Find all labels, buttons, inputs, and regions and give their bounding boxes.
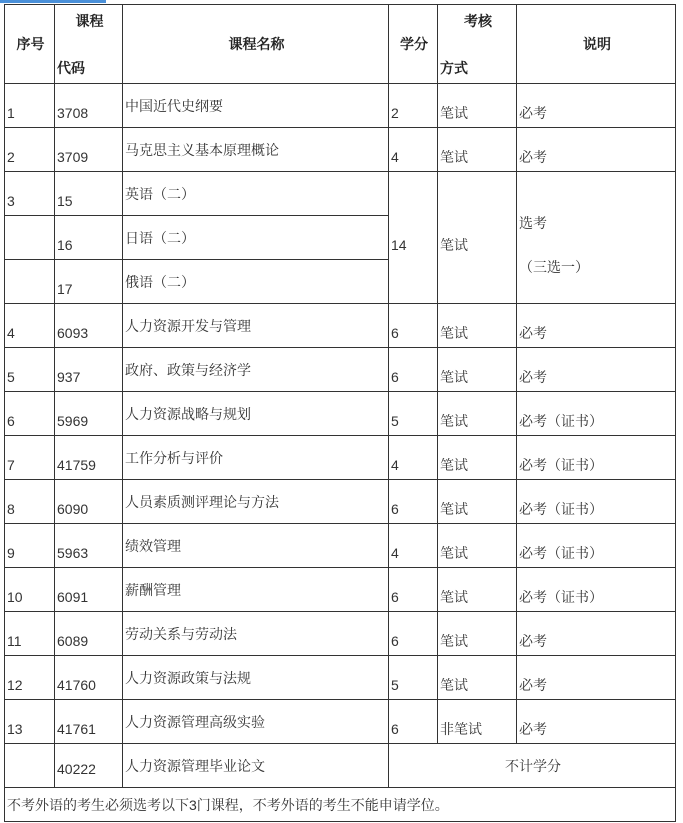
cell-index: 2 xyxy=(5,128,55,172)
cell-index: 11 xyxy=(5,612,55,656)
cell-exam-method: 笔试 xyxy=(438,128,517,172)
header-exam-method-line2: 方式 xyxy=(440,60,468,76)
footnote: 不考外语的考生必须选考以下3门课程，不考外语的考生不能申请学位。 xyxy=(5,788,676,822)
cell-exam-method: 笔试 xyxy=(438,172,517,304)
cell-index: 9 xyxy=(5,524,55,568)
cell-course-name: 人员素质测评理论与方法 xyxy=(123,480,389,524)
cell-note: 必考 xyxy=(517,84,676,128)
cell-course-name: 人力资源战略与规划 xyxy=(123,392,389,436)
cell-note: 必考 xyxy=(517,348,676,392)
top-accent-bar xyxy=(0,0,106,3)
cell-course-code: 6089 xyxy=(55,612,123,656)
cell-course-code: 937 xyxy=(55,348,123,392)
cell-exam-method: 非笔试 xyxy=(438,700,517,744)
header-index: 序号 xyxy=(5,5,55,84)
cell-note: 必考 xyxy=(517,700,676,744)
cell-exam-method: 笔试 xyxy=(438,348,517,392)
cell-exam-method: 笔试 xyxy=(438,480,517,524)
course-table xyxy=(4,4,676,822)
header-note: 说明 xyxy=(517,5,676,84)
cell-exam-method: 笔试 xyxy=(438,568,517,612)
table-row xyxy=(5,348,676,392)
cell-course-name: 马克思主义基本原理概论 xyxy=(123,128,389,172)
table-row xyxy=(5,172,676,216)
table-row xyxy=(5,568,676,612)
cell-course-name: 工作分析与评价 xyxy=(123,436,389,480)
table-row xyxy=(5,700,676,744)
table-row xyxy=(5,612,676,656)
cell-index: 7 xyxy=(5,436,55,480)
cell-course-code: 6093 xyxy=(55,304,123,348)
cell-credits: 6 xyxy=(389,480,438,524)
cell-note: 必考（证书） xyxy=(517,436,676,480)
cell-exam-method: 笔试 xyxy=(438,436,517,480)
cell-course-name: 绩效管理 xyxy=(123,524,389,568)
cell-exam-method: 笔试 xyxy=(438,524,517,568)
cell-course-name: 政府、政策与经济学 xyxy=(123,348,389,392)
cell-index: 10 xyxy=(5,568,55,612)
cell-course-code: 17 xyxy=(55,260,123,304)
cell-course-code: 40222 xyxy=(55,744,123,788)
cell-course-code: 16 xyxy=(55,216,123,260)
table-row xyxy=(5,84,676,128)
cell-course-code: 41761 xyxy=(55,700,123,744)
cell-course-name: 英语（二） xyxy=(123,172,389,216)
table-row xyxy=(5,392,676,436)
cell-index: 3 xyxy=(5,172,55,216)
cell-index: 12 xyxy=(5,656,55,700)
header-course-name: 课程名称 xyxy=(123,5,389,84)
cell-course-name: 劳动关系与劳动法 xyxy=(123,612,389,656)
cell-note: 必考 xyxy=(517,304,676,348)
cell-exam-method: 笔试 xyxy=(438,656,517,700)
cell-note-line1: 选考 xyxy=(519,214,547,231)
cell-index: 1 xyxy=(5,84,55,128)
cell-note: 必考（证书） xyxy=(517,392,676,436)
cell-course-code: 15 xyxy=(55,172,123,216)
cell-index xyxy=(5,260,55,304)
cell-credits: 4 xyxy=(389,128,438,172)
cell-note: 必考 xyxy=(517,128,676,172)
cell-course-name: 日语（二） xyxy=(123,216,389,260)
cell-credits: 6 xyxy=(389,304,438,348)
table-row xyxy=(5,128,676,172)
cell-note-line2: （三选一） xyxy=(519,258,589,275)
cell-note: 必考（证书） xyxy=(517,568,676,612)
cell-course-code: 3709 xyxy=(55,128,123,172)
cell-note: 必考 xyxy=(517,656,676,700)
cell-course-code: 5963 xyxy=(55,524,123,568)
cell-credits: 6 xyxy=(389,700,438,744)
table-row xyxy=(5,524,676,568)
header-course-code-line1: 课程 xyxy=(75,13,104,29)
cell-exam-method: 笔试 xyxy=(438,304,517,348)
cell-credits: 4 xyxy=(389,436,438,480)
cell-index: 6 xyxy=(5,392,55,436)
cell-course-code: 41760 xyxy=(55,656,123,700)
cell-course-name: 薪酬管理 xyxy=(123,568,389,612)
header-credits: 学分 xyxy=(389,5,438,84)
cell-index xyxy=(5,216,55,260)
table-row xyxy=(5,480,676,524)
cell-index: 8 xyxy=(5,480,55,524)
cell-course-code: 6091 xyxy=(55,568,123,612)
cell-credits: 14 xyxy=(389,172,438,304)
header-exam-method xyxy=(438,5,517,84)
cell-index xyxy=(5,744,55,788)
cell-exam-method: 笔试 xyxy=(438,612,517,656)
table-row xyxy=(5,744,676,788)
cell-course-code: 6090 xyxy=(55,480,123,524)
cell-index: 5 xyxy=(5,348,55,392)
cell-index: 13 xyxy=(5,700,55,744)
cell-index: 4 xyxy=(5,304,55,348)
cell-note xyxy=(517,172,676,304)
cell-course-name: 人力资源管理高级实验 xyxy=(123,700,389,744)
cell-credits: 4 xyxy=(389,524,438,568)
cell-course-name: 人力资源政策与法规 xyxy=(123,656,389,700)
header-course-code-line2: 代码 xyxy=(57,60,85,76)
cell-exam-method: 笔试 xyxy=(438,392,517,436)
table-row xyxy=(5,656,676,700)
cell-course-name: 人力资源开发与管理 xyxy=(123,304,389,348)
cell-credits: 5 xyxy=(389,656,438,700)
cell-course-name: 人力资源管理毕业论文 xyxy=(123,744,389,788)
cell-credits: 6 xyxy=(389,612,438,656)
header-course-code xyxy=(55,5,123,84)
cell-credits: 6 xyxy=(389,568,438,612)
table-row xyxy=(5,436,676,480)
cell-course-code: 5969 xyxy=(55,392,123,436)
cell-course-name: 中国近代史纲要 xyxy=(123,84,389,128)
cell-exam-method: 笔试 xyxy=(438,84,517,128)
header-row xyxy=(5,5,676,84)
cell-credits: 6 xyxy=(389,348,438,392)
cell-credits: 5 xyxy=(389,392,438,436)
cell-course-code: 3708 xyxy=(55,84,123,128)
header-exam-method-line1: 考核 xyxy=(464,13,492,29)
cell-course-code: 41759 xyxy=(55,436,123,480)
cell-note: 必考 xyxy=(517,612,676,656)
table-row xyxy=(5,304,676,348)
cell-no-credit-note: 不计学分 xyxy=(389,744,676,788)
cell-note: 必考（证书） xyxy=(517,480,676,524)
cell-credits: 2 xyxy=(389,84,438,128)
cell-course-name: 俄语（二） xyxy=(123,260,389,304)
footnote-row xyxy=(5,788,676,822)
cell-note: 必考（证书） xyxy=(517,524,676,568)
